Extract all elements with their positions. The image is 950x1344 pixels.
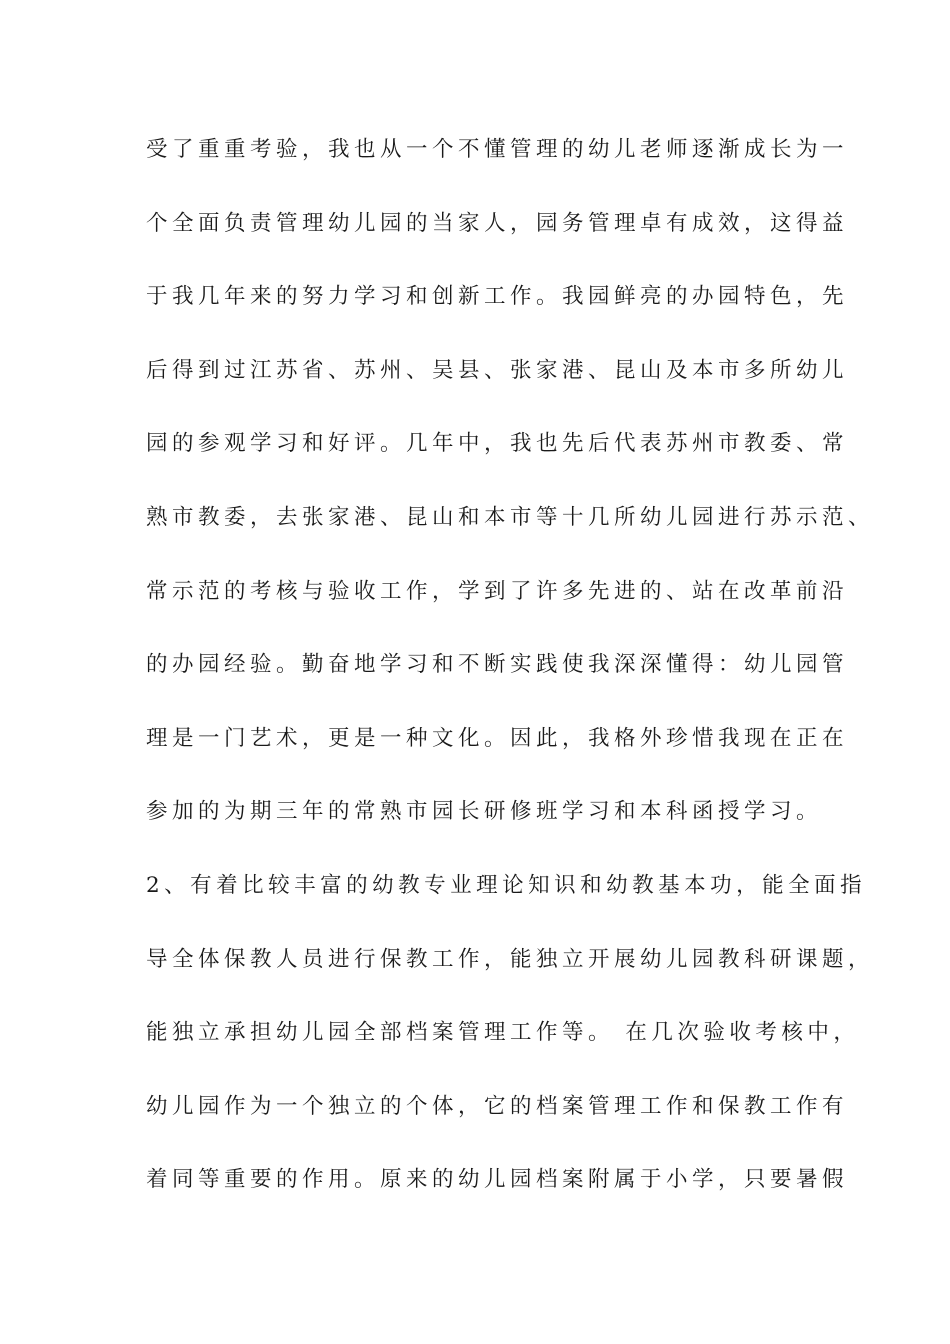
text-line: 理是一门艺术，更是一种文化。因此，我格外珍惜我现在正在 <box>146 725 849 751</box>
text-line: 幼儿园作为一个独立的个体，它的档案管理工作和保教工作有 <box>146 1093 849 1119</box>
text-line: 能独立承担幼儿园全部档案管理工作等。 在几次验收考核中， <box>146 1020 860 1046</box>
text-line: 2、有着比较丰富的幼教专业理论知识和幼教基本功，能全面指 <box>146 872 867 898</box>
text-line: 园的参观学习和好评。几年中，我也先后代表苏州市教委、常 <box>146 431 849 457</box>
text-line: 于我几年来的努力学习和创新工作。我园鲜亮的办园特色，先 <box>146 284 849 310</box>
text-line: 个全面负责管理幼儿园的当家人，园务管理卓有成效，这得益 <box>146 210 849 236</box>
text-line: 的办园经验。勤奋地学习和不断实践使我深深懂得：幼儿园管 <box>146 652 849 678</box>
text-line: 参加的为期三年的常熟市园长研修班学习和本科函授学习。 <box>146 799 823 825</box>
text-line: 常示范的考核与验收工作，学到了许多先进的、站在改革前沿 <box>146 578 849 604</box>
text-line: 着同等重要的作用。原来的幼儿园档案附属于小学，只要暑假 <box>146 1167 849 1193</box>
text-line: 后得到过江苏省、苏州、吴县、张家港、昆山及本市多所幼儿 <box>146 357 849 383</box>
text-line: 受了重重考验，我也从一个不懂管理的幼儿老师逐渐成长为一 <box>146 137 849 162</box>
text-line: 导全体保教人员进行保教工作，能独立开展幼儿园教科研课题， <box>146 946 875 972</box>
body-text <box>146 130 875 1234</box>
text-line: 熟市教委，去张家港、昆山和本市等十几所幼儿园进行苏示范、 <box>146 504 875 530</box>
